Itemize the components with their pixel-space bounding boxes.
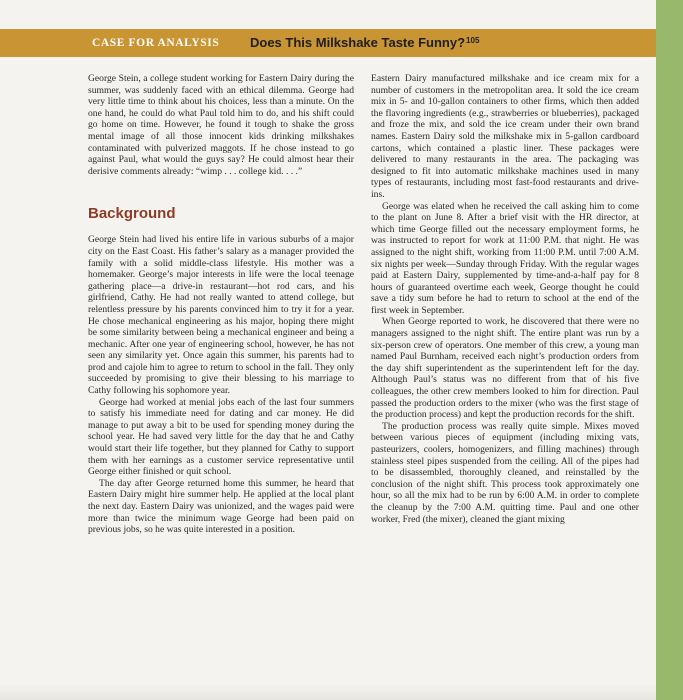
- section-heading-background: Background: [88, 205, 176, 223]
- right-paragraph-3: When George reported to work, he discovered that there were no managers assigned to the night shift. The entire plant was run by a six-person crew of operators. One member of this crew, a young man named Paul Burnham, received each night’s production orders from the day shift superintendent as the superintendent left for the day. Although Paul’s status was no different from that of his five colleagues, the other crew members looked to him for direction. Paul passed the production orders to the mixer (who was the first stage of the production process) and kept the production records for the shift.: [371, 316, 639, 421]
- case-title-text: Does This Milkshake Taste Funny?: [250, 35, 466, 50]
- intro-paragraph: George Stein, a college student working for Eastern Dairy during the summer, was suddenly faced with an ethical dilemma. George had very little time to think about his choices, less than a minute. On the one hand, he could do what Paul told him to do, and his shift could go home on time. However, he found it tough to shake the gross mental image of all those innocent kids drinking milkshakes contaminated with pulverized maggots. If he chose instead to go against Paul, what would the guys say? He could almost hear their derisive comments already: “wimp . . . college kid. . . .”: [88, 73, 354, 177]
- case-title: [250, 35, 479, 50]
- green-side-bar: [656, 0, 683, 700]
- page-bottom-shade: [0, 684, 656, 700]
- case-label: CASE FOR ANALYSIS: [92, 37, 220, 49]
- background-paragraph-2: George had worked at menial jobs each of the last four summers to satisfy his immediate need for dating and car money. He did manage to put away a bit to be used for spending money during the school year. He had saved very little for the day that he and Cathy would start their life together, but they planned for Cathy to support them with her earnings as a customer service representative until George either finished or quit school.: [88, 396, 354, 478]
- right-paragraph-1: Eastern Dairy manufactured milkshake and ice cream mix for a number of customers in the metropolitan area. It sold the ice cream mix in 5- and 10-gallon containers to other firms, which then added the flavoring ingredients (e.g., strawberries or blueberries), packaged and froze the mix, and sold the ice cream under their own brand names. Eastern Dairy sold the milkshake mix in 5-gallon cardboard cartons, which contained a plastic liner. These packages were delivered to many restaurants in the area. The packaging was designed to fit into automatic milkshake machines used in many types of restaurants, including most fast-food restaurants and drive-ins.: [371, 73, 639, 200]
- footnote-marker: 105: [466, 36, 480, 45]
- background-paragraph-3: The day after George returned home this summer, he heard that Eastern Dairy might hire summer help. He applied at the local plant the next day. Eastern Dairy was unionized, and the wages paid were more than twice the minimum wage George had been paid on previous jobs, so he was quite interested in a position.: [88, 477, 354, 536]
- right-column: [371, 73, 639, 525]
- left-column: [88, 73, 354, 536]
- right-paragraph-2: George was elated when he received the call asking him to come to the plant on June 8. After a brief visit with the HR director, at which time George filled out the necessary employment forms, he was instructed to report for work at 11:00 P.M. that night. He was assigned to the night shift, working from 11:00 P.M. until 7:00 A.M. six nights per week—Sunday through Friday. With the regular wages paid at Eastern Dairy, supplemented by time-and-a-half pay for 8 hours of guaranteed overtime each week, George thought he could save a tidy sum before he had to return to school at the end of the first week in September.: [371, 200, 639, 316]
- right-paragraph-4: The production process was really quite simple. Mixes moved between various pieces of equipment (including mixing vats, pasteurizers, coolers, homogenizers, and filling machines) through stainless steel pipes suspended from the ceiling. All of the pipes had to be disassembled, thoroughly cleaned, and reinstalled by the conclusion of the night shift. This process took approximately one hour, so all the mix had to be run by 6:00 A.M. in order to complete the cleanup by the 7:00 A.M. quitting time. Paul and one other worker, Fred (the mixer), cleaned the giant mixing: [371, 420, 639, 525]
- background-paragraph-1: George Stein had lived his entire life in various suburbs of a major city on the East Coast. His father’s salary as a manager provided the family with a solid middle-class lifestyle. His mother was a homemaker. George’s major interests in life were the local teenage gathering place—a drive-in restaurant—hot rod cars, and his girlfriend, Cathy. He had not really wanted to attend college, but relentless pressure by his parents convinced him to try it for a year. He chose mechanical engineering as his major, hoping there might be some similarity between being a mechanical engineer and being a mechanic. After one year of engineering school, however, he has not seen any similarity yet. Once again this summer, his parents had to prod and cajole him to agree to return to school in the fall. They only succeeded by promising to give their blessing to his marriage to Cathy following his sophomore year.: [88, 234, 354, 397]
